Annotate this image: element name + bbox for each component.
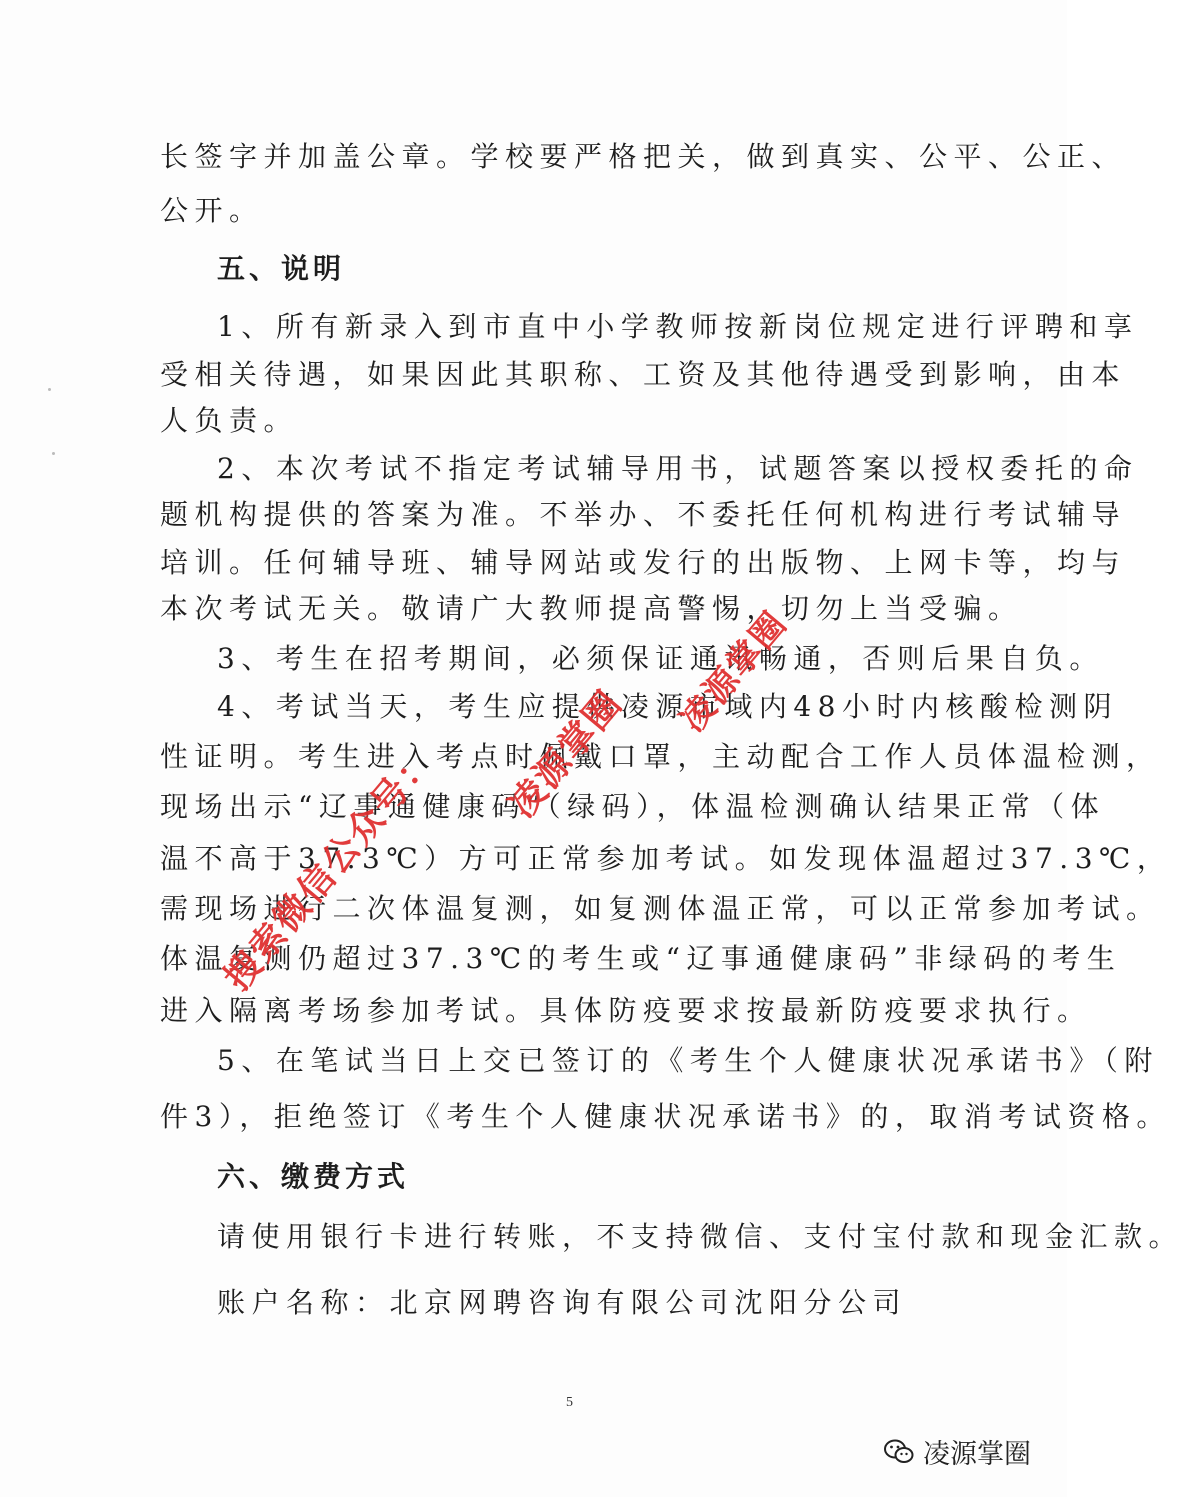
body-line: 请使用银行卡进行转账，不支持微信、支付宝付款和现金汇款。 — [217, 1220, 1183, 1253]
body-line: 需现场进行二次体温复测，如复测体温正常，可以正常参加考试。 — [160, 892, 1161, 925]
body-line: 本次考试无关。敬请广大教师提高警惕，切勿上当受骗。 — [160, 592, 1023, 625]
body-line: 账户名称：北京网聘咨询有限公司沈阳分公司 — [217, 1286, 908, 1319]
wechat-icon — [883, 1438, 915, 1466]
section-heading-6: 六、缴费方式 — [217, 1160, 410, 1193]
body-line: 长签字并加盖公章。学校要严格把关，做到真实、公平、公正、 — [160, 140, 1127, 173]
body-line: 进入隔离考场参加考试。具体防疫要求按最新防疫要求执行。 — [160, 994, 1092, 1027]
scan-speck — [48, 388, 51, 391]
body-line: 温不高于37.3℃）方可正常参加考试。如发现体温超过37.3℃， — [160, 842, 1172, 875]
body-line: 1、所有新录入到市直中小学教师按新岗位规定进行评聘和享 — [217, 310, 1139, 343]
page-number: 5 — [566, 1395, 573, 1410]
body-line: 4、考试当天，考生应提供凌源市域内48小时内核酸检测阴 — [217, 690, 1118, 723]
body-line: 受相关待遇，如果因此其职称、工资及其他待遇受到影响，由本 — [160, 358, 1127, 391]
body-line: 性证明。考生进入考点时佩戴口罩，主动配合工作人员体温检测， — [160, 740, 1161, 773]
section-heading-5: 五、说明 — [217, 252, 346, 285]
body-line: 培训。任何辅导班、辅导网站或发行的出版物、上网卡等，均与 — [160, 546, 1127, 579]
brand-name: 凌源掌圈 — [923, 1439, 1031, 1470]
body-line: 3、考生在招考期间，必须保证通讯畅通，否则后果自负。 — [217, 642, 1104, 675]
watermark-text: 凌源掌圈 — [672, 603, 796, 740]
watermark-text: 凌源掌圈 — [501, 682, 631, 826]
body-line: 体温复测仍超过37.3℃的考生或“辽事通健康码”非绿码的考生 — [160, 942, 1122, 975]
body-line: 2、本次考试不指定考试辅导用书，试题答案以授权委托的命 — [217, 452, 1139, 485]
scan-speck — [52, 452, 55, 455]
body-line: 件3），拒绝签订《考生个人健康状况承诺书》的，取消考试资格。 — [160, 1100, 1171, 1133]
body-line: 现场出示“辽事通健康码”（绿码），体温检测确认结果正常（体 — [160, 790, 1106, 823]
body-line: 人负责。 — [160, 404, 299, 437]
watermark-text: 搜索微信公众号： — [216, 739, 444, 999]
body-line: 5、在笔试当日上交已签订的《考生个人健康状况承诺书》（附 — [217, 1044, 1159, 1077]
account-brand — [883, 1432, 1031, 1471]
body-line: 公开。 — [160, 194, 264, 227]
body-line: 题机构提供的答案为准。不举办、不委托任何机构进行考试辅导 — [160, 498, 1127, 531]
